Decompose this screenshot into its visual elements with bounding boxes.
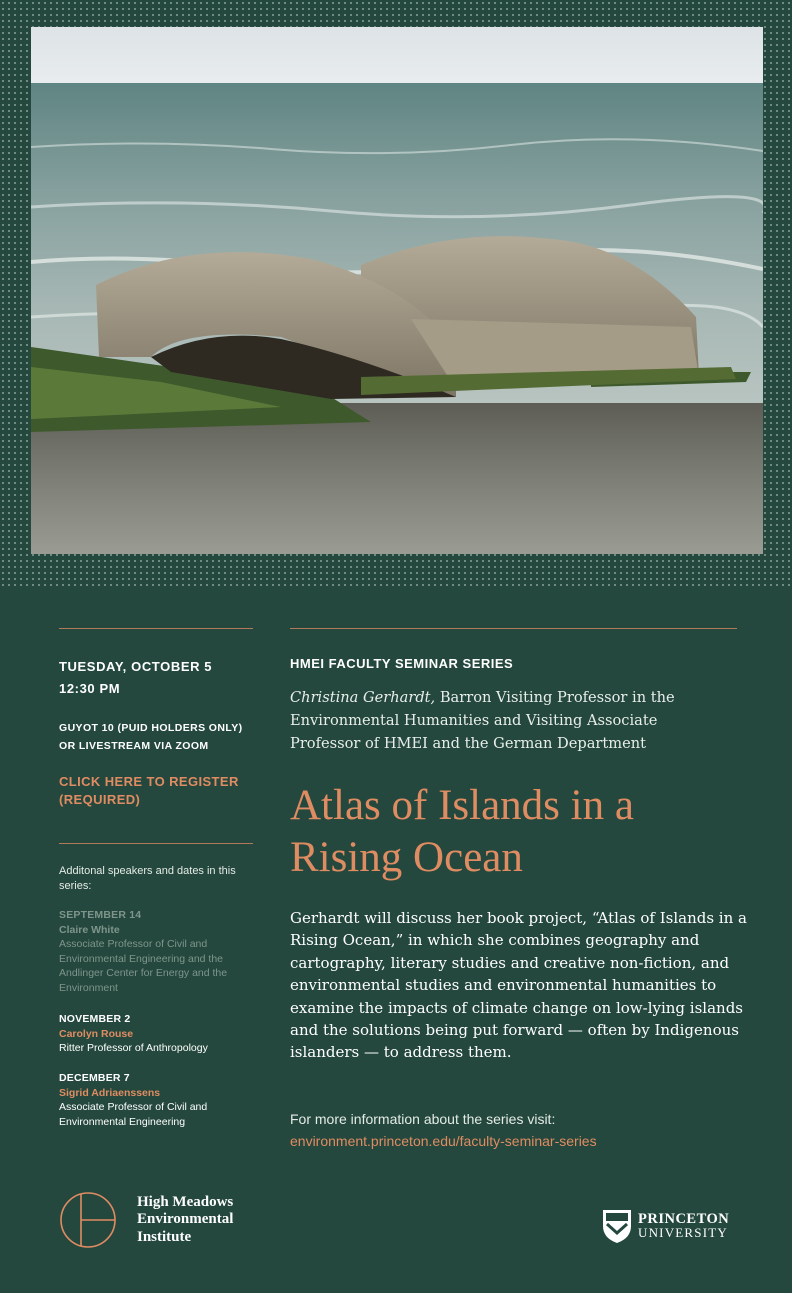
left-divider-top	[59, 628, 253, 629]
presenter-title: Barron Visiting Professor in the Environmental Humanities and Visiting Associate Professor of HMEI and the German Department	[290, 689, 675, 752]
princeton-line-1: PRINCETON	[638, 1211, 730, 1227]
hmei-wordmark	[137, 1194, 233, 1247]
event-date: TUESDAY, OCTOBER 5	[59, 659, 213, 674]
speaker-date: NOVEMBER 2	[59, 1013, 131, 1025]
dotted-frame	[0, 0, 792, 586]
sea-ruin-illustration	[31, 27, 763, 554]
hmei-logo	[59, 1191, 233, 1249]
speaker-name: Carolyn Rouse	[59, 1027, 134, 1040]
hmei-line-1: High Meadows	[137, 1193, 234, 1210]
speaker-date: DECEMBER 7	[59, 1072, 130, 1084]
more-info	[290, 1108, 740, 1152]
speaker-title: Associate Professor of Civil and Environmental Engineering	[59, 1101, 208, 1128]
hero-photo-sea-ruin	[31, 27, 763, 554]
speaker-name: Claire White	[59, 923, 120, 936]
princeton-shield-icon	[602, 1208, 632, 1244]
location-line-2: OR LIVESTREAM VIA ZOOM	[59, 740, 209, 752]
speaker-name: Sigrid Adriaenssens	[59, 1086, 161, 1099]
speaker-entry	[59, 908, 259, 996]
princeton-logo	[602, 1208, 729, 1244]
talk-description: Gerhardt will discuss her book project, “Atlas of Islands in a Rising Ocean,” in which she combines geography and cartography, literary studies and creative non-fiction, and environmental studies and environmental humanities to examine the impacts of climate change on low-lying islands and the solutions being put forward — often by Indigenous islanders — to address them.	[290, 909, 747, 1062]
talk-title: Atlas of Islands in a Rising Ocean	[290, 782, 634, 881]
princeton-line-2: UNIVERSITY	[638, 1225, 728, 1240]
hmei-line-3: Institute	[137, 1228, 192, 1245]
speaker-entry	[59, 1012, 259, 1056]
hmei-emblem-icon	[59, 1191, 117, 1249]
speaker-title: Associate Professor of Civil and Environmental Engineering and the Andlinger Center for Energy and the Environment	[59, 938, 228, 994]
princeton-wordmark	[638, 1212, 729, 1240]
speaker-title: Ritter Professor of Anthropology	[59, 1042, 208, 1055]
presenter-name: Christina Gerhardt,	[290, 689, 436, 706]
additional-speakers-intro: Additonal speakers and dates in this series:	[59, 865, 236, 892]
speaker-date: SEPTEMBER 14	[59, 909, 142, 921]
event-time: 12:30 PM	[59, 681, 121, 696]
left-divider-mid	[59, 843, 253, 844]
speaker-entry	[59, 1071, 259, 1129]
series-link[interactable]: environment.princeton.edu/faculty-seminar-series	[290, 1133, 597, 1149]
register-line-2: (REQUIRED)	[59, 792, 141, 807]
event-location	[59, 719, 259, 755]
hmei-line-2: Environmental	[137, 1211, 234, 1228]
location-line-1: GUYOT 10 (PUID HOLDERS ONLY)	[59, 722, 243, 734]
more-info-text: For more information about the series visit:	[290, 1111, 556, 1127]
presenter-block	[290, 686, 730, 755]
event-datetime	[59, 656, 259, 700]
right-divider-top	[290, 628, 737, 629]
register-line-1: CLICK HERE TO REGISTER	[59, 774, 239, 789]
register-link[interactable]	[59, 773, 259, 809]
series-title: HMEI FACULTY SEMINAR SERIES	[290, 656, 514, 671]
